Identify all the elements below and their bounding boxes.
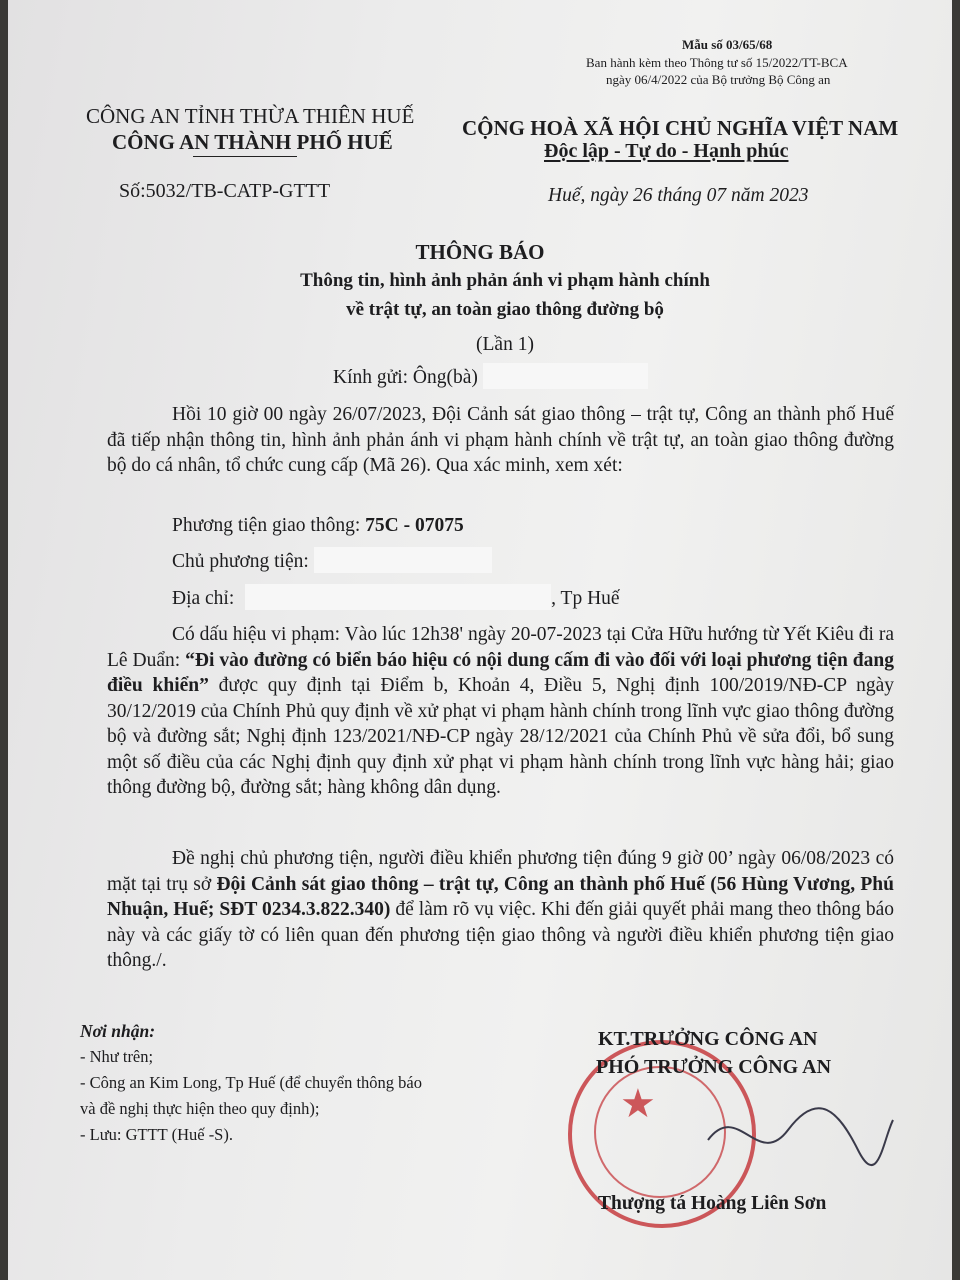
- address-line: [172, 584, 620, 612]
- recipient-label: Kính gửi: Ông(bà): [333, 367, 483, 388]
- org-underline: [193, 156, 297, 157]
- request-start: Đề nghị chủ phương tiện, người điều khiển phương tiện đúng 9 giờ 00’ ngày 06/08/2023 có mặt tại trụ sở: [107, 848, 894, 895]
- violation-rest: được quy định tại Điểm b, Khoản 4, Điều 5, Nghị định 100/2019/NĐ-CP ngày 30/12/2019 của Chính Phủ quy định về xử phạt vi phạm hành chính trong lĩnh vực giao thông đường bộ và đường sắt; Nghị định 123/2021/NĐ-CP ngày 28/12/2021 của Chính Phủ về sửa đổi, bổ sung một số điều của các Nghị định quy định xử phạt vi phạm hành chính trong lĩnh vực hàng hải; giao thông đường bộ, đường sắt; hàng không dân dụng.: [107, 675, 894, 798]
- recipients-title: Nơi nhận:: [80, 1021, 156, 1041]
- notice-title: THÔNG BÁO: [415, 240, 545, 264]
- notice-subtitle-1: Thông tin, hình ảnh phản ánh vi phạm hành chính: [300, 270, 710, 291]
- request-end: để làm rõ vụ việc. Khi đến giải quyết phải mang theo thông báo này và các giấy tờ có liên quan đến phương tiện giao thông và người điều khiển phương tiện giao thông./.: [107, 899, 894, 971]
- paragraph-intake: Hồi 10 giờ 00 ngày 26/07/2023, Đội Cảnh sát giao thông – trật tự, Công an thành phố Huế đã tiếp nhận thông tin, hình ảnh phản ánh vi phạm hành chính về trật tự, an toàn giao thông đường bộ do cá nhân, tổ chức cung cấp (Mã 26). Qua xác minh, xem xét:: [107, 404, 894, 476]
- recipient-item-2b: và đề nghị thực hiện theo quy định);: [80, 1099, 320, 1118]
- document-page: [8, 0, 952, 1280]
- signature-title-1: KT.TRƯỞNG CÔNG AN: [598, 1028, 818, 1050]
- recipient-item-1: - Như trên;: [80, 1047, 154, 1066]
- owner-name-redacted: [314, 547, 492, 573]
- recipient-item-3: - Lưu: GTTT (Huế -S).: [80, 1125, 233, 1144]
- recipient-name-redacted: [483, 363, 648, 389]
- notice-subtitle-2: về trật tự, an toàn giao thông đường bộ: [346, 299, 664, 320]
- request-bold: Đội Cảnh sát giao thông – trật tự, Công an thành phố Huế (56 Hùng Vương, Phú Nhuận, Huế; SĐT 0234.3.822.340): [107, 873, 894, 920]
- form-note-2: ngày 06/4/2022 của Bộ trưởng Bộ Công an: [606, 72, 831, 87]
- nation-title: CỘNG HOÀ XÃ HỘI CHỦ NGHĨA VIỆT NAM: [462, 116, 899, 140]
- doc-number: Số:5032/TB-CATP-GTTT: [119, 180, 331, 202]
- star-icon: ★: [620, 1081, 656, 1126]
- org-parent: CÔNG AN TỈNH THỪA THIÊN HUẾ: [86, 104, 415, 128]
- attempt-label: (Lần 1): [476, 334, 534, 355]
- signature-title-2: PHÓ TRƯỞNG CÔNG AN: [596, 1056, 832, 1078]
- violation-quote: “Đi vào đường có biển báo hiệu có nội dung cấm đi vào đối với loại phương tiện đang điều khiển”: [107, 649, 894, 696]
- violation-intro: Có dấu hiệu vi phạm: Vào lúc 12h38' ngày 20-07-2023 tại Cửa Hữu hướng từ Yết Kiêu đi ra Lê Duẩn:: [107, 624, 894, 671]
- address-label: Địa chỉ:: [172, 588, 240, 609]
- address-redacted: [245, 584, 551, 610]
- vehicle-plate: 75C - 07075: [365, 515, 464, 536]
- paragraph-violation: [107, 622, 894, 801]
- recipient-item-2a: - Công an Kim Long, Tp Huế (để chuyển thông báo: [80, 1073, 423, 1092]
- recipients-block: [80, 1018, 422, 1148]
- owner-label: Chủ phương tiện:: [172, 551, 314, 572]
- vehicle-line: [172, 513, 464, 539]
- address-suffix: , Tp Huế: [551, 588, 620, 609]
- signer-name: Thượng tá Hoàng Liên Sơn: [598, 1193, 827, 1214]
- paragraph-request: [107, 846, 894, 974]
- vehicle-label: Phương tiện giao thông:: [172, 515, 366, 536]
- form-number: Mẫu số 03/65/68: [682, 37, 773, 52]
- place-date: Huế, ngày 26 tháng 07 năm 2023: [548, 185, 809, 206]
- form-note-1: Ban hành kèm theo Thông tư số 15/2022/TT-BCA: [586, 55, 848, 70]
- national-motto: Độc lập - Tự do - Hạnh phúc: [544, 140, 789, 162]
- org-name: CÔNG AN THÀNH PHỐ HUẾ: [112, 130, 393, 154]
- signature-scribble: [698, 1080, 898, 1190]
- owner-line: [172, 547, 492, 575]
- recipient-line: [333, 363, 648, 391]
